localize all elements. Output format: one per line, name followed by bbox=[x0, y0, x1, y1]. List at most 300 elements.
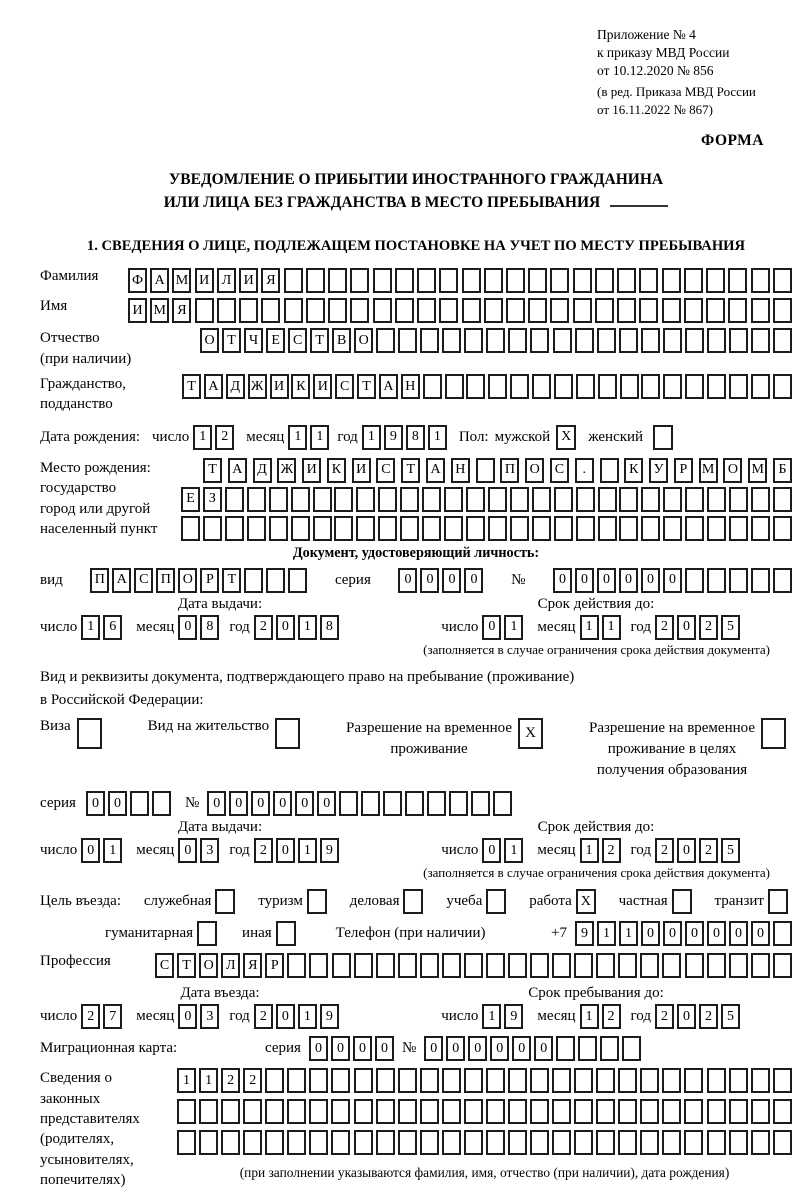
char-cell[interactable] bbox=[663, 328, 682, 353]
char-cell[interactable]: Ж bbox=[277, 458, 296, 483]
char-cell[interactable] bbox=[662, 953, 681, 978]
char-cell[interactable]: А bbox=[204, 374, 223, 399]
char-cell[interactable] bbox=[600, 1036, 619, 1061]
char-cell[interactable] bbox=[554, 516, 573, 541]
char-cell[interactable]: 2 bbox=[655, 615, 674, 640]
char-cell[interactable] bbox=[130, 791, 149, 816]
char-cell[interactable]: Т bbox=[177, 953, 196, 978]
char-cell[interactable]: З bbox=[203, 487, 222, 512]
char-cell[interactable] bbox=[422, 516, 441, 541]
char-cell[interactable] bbox=[550, 268, 569, 293]
char-cell[interactable]: 0 bbox=[86, 791, 105, 816]
char-cell[interactable]: 0 bbox=[229, 791, 248, 816]
char-cell[interactable] bbox=[309, 1099, 328, 1124]
char-cell[interactable] bbox=[685, 953, 704, 978]
char-cell[interactable] bbox=[269, 487, 288, 512]
char-cell[interactable] bbox=[313, 487, 332, 512]
char-cell[interactable] bbox=[331, 1099, 350, 1124]
char-cell[interactable] bbox=[356, 487, 375, 512]
char-cell[interactable]: 2 bbox=[602, 1004, 621, 1029]
char-cell[interactable]: 1 bbox=[288, 425, 307, 450]
purpose-transit-checkbox[interactable] bbox=[768, 889, 788, 914]
char-cell[interactable]: 8 bbox=[200, 615, 219, 640]
char-cell[interactable] bbox=[554, 487, 573, 512]
char-cell[interactable]: 0 bbox=[663, 921, 682, 946]
char-cell[interactable] bbox=[729, 328, 748, 353]
char-cell[interactable] bbox=[506, 298, 525, 323]
char-cell[interactable] bbox=[449, 791, 468, 816]
char-cell[interactable] bbox=[773, 328, 792, 353]
char-cell[interactable] bbox=[574, 1099, 593, 1124]
char-cell[interactable] bbox=[729, 953, 748, 978]
char-cell[interactable] bbox=[378, 487, 397, 512]
char-cell[interactable] bbox=[309, 953, 328, 978]
char-cell[interactable] bbox=[751, 1130, 770, 1155]
char-cell[interactable] bbox=[663, 487, 682, 512]
char-cell[interactable] bbox=[596, 1068, 615, 1093]
char-cell[interactable] bbox=[291, 516, 310, 541]
char-cell[interactable] bbox=[597, 328, 616, 353]
char-cell[interactable] bbox=[618, 1068, 637, 1093]
char-cell[interactable]: 1 bbox=[81, 615, 100, 640]
char-cell[interactable]: С bbox=[288, 328, 307, 353]
char-cell[interactable] bbox=[596, 1099, 615, 1124]
char-cell[interactable] bbox=[464, 1130, 483, 1155]
char-cell[interactable]: 2 bbox=[254, 838, 273, 863]
char-cell[interactable]: 0 bbox=[442, 568, 461, 593]
char-cell[interactable] bbox=[663, 516, 682, 541]
char-cell[interactable] bbox=[575, 328, 594, 353]
char-cell[interactable] bbox=[239, 298, 258, 323]
char-cell[interactable]: 1 bbox=[199, 1068, 218, 1093]
char-cell[interactable] bbox=[550, 298, 569, 323]
char-cell[interactable] bbox=[751, 568, 770, 593]
char-cell[interactable] bbox=[751, 374, 770, 399]
char-cell[interactable] bbox=[462, 298, 481, 323]
char-cell[interactable] bbox=[287, 953, 306, 978]
char-cell[interactable] bbox=[427, 791, 446, 816]
char-cell[interactable] bbox=[284, 268, 303, 293]
char-cell[interactable]: А bbox=[379, 374, 398, 399]
char-cell[interactable] bbox=[420, 953, 439, 978]
char-cell[interactable] bbox=[484, 268, 503, 293]
char-cell[interactable] bbox=[417, 298, 436, 323]
char-cell[interactable] bbox=[466, 487, 485, 512]
char-cell[interactable]: О bbox=[199, 953, 218, 978]
char-cell[interactable] bbox=[773, 953, 792, 978]
char-cell[interactable] bbox=[773, 1130, 792, 1155]
char-cell[interactable] bbox=[662, 1130, 681, 1155]
char-cell[interactable]: 1 bbox=[298, 838, 317, 863]
char-cell[interactable]: Ж bbox=[248, 374, 267, 399]
char-cell[interactable] bbox=[506, 268, 525, 293]
char-cell[interactable] bbox=[684, 1130, 703, 1155]
char-cell[interactable] bbox=[306, 268, 325, 293]
char-cell[interactable] bbox=[177, 1130, 196, 1155]
char-cell[interactable] bbox=[684, 1099, 703, 1124]
char-cell[interactable] bbox=[596, 1130, 615, 1155]
char-cell[interactable]: 0 bbox=[424, 1036, 443, 1061]
char-cell[interactable]: 3 bbox=[200, 838, 219, 863]
char-cell[interactable] bbox=[751, 1068, 770, 1093]
char-cell[interactable] bbox=[554, 374, 573, 399]
char-cell[interactable] bbox=[640, 1130, 659, 1155]
char-cell[interactable] bbox=[350, 298, 369, 323]
char-cell[interactable] bbox=[618, 953, 637, 978]
char-cell[interactable] bbox=[510, 516, 529, 541]
char-cell[interactable] bbox=[530, 1099, 549, 1124]
char-cell[interactable] bbox=[244, 568, 263, 593]
char-cell[interactable] bbox=[707, 374, 726, 399]
char-cell[interactable]: 0 bbox=[464, 568, 483, 593]
char-cell[interactable] bbox=[617, 268, 636, 293]
char-cell[interactable]: Р bbox=[674, 458, 693, 483]
char-cell[interactable]: 1 bbox=[193, 425, 212, 450]
char-cell[interactable] bbox=[199, 1130, 218, 1155]
char-cell[interactable]: 1 bbox=[482, 1004, 501, 1029]
char-cell[interactable] bbox=[641, 328, 660, 353]
char-cell[interactable]: 0 bbox=[482, 838, 501, 863]
char-cell[interactable] bbox=[729, 1068, 748, 1093]
char-cell[interactable]: Ч bbox=[244, 328, 263, 353]
char-cell[interactable]: 0 bbox=[178, 615, 197, 640]
char-cell[interactable] bbox=[225, 487, 244, 512]
char-cell[interactable]: 2 bbox=[655, 1004, 674, 1029]
char-cell[interactable]: 1 bbox=[177, 1068, 196, 1093]
char-cell[interactable]: . bbox=[575, 458, 594, 483]
char-cell[interactable] bbox=[773, 298, 792, 323]
char-cell[interactable]: 0 bbox=[81, 838, 100, 863]
char-cell[interactable] bbox=[493, 791, 512, 816]
char-cell[interactable] bbox=[376, 1099, 395, 1124]
char-cell[interactable]: 0 bbox=[375, 1036, 394, 1061]
residence-permit-checkbox[interactable] bbox=[275, 718, 300, 749]
char-cell[interactable]: 9 bbox=[320, 838, 339, 863]
char-cell[interactable] bbox=[221, 1130, 240, 1155]
char-cell[interactable]: И bbox=[302, 458, 321, 483]
char-cell[interactable]: 2 bbox=[254, 615, 273, 640]
char-cell[interactable] bbox=[707, 487, 726, 512]
char-cell[interactable]: М bbox=[699, 458, 718, 483]
char-cell[interactable] bbox=[707, 328, 726, 353]
char-cell[interactable]: 9 bbox=[384, 425, 403, 450]
char-cell[interactable]: 2 bbox=[243, 1068, 262, 1093]
char-cell[interactable] bbox=[247, 487, 266, 512]
char-cell[interactable] bbox=[729, 568, 748, 593]
char-cell[interactable] bbox=[510, 487, 529, 512]
char-cell[interactable]: 0 bbox=[178, 1004, 197, 1029]
char-cell[interactable] bbox=[486, 1068, 505, 1093]
char-cell[interactable] bbox=[598, 374, 617, 399]
char-cell[interactable]: Н bbox=[401, 374, 420, 399]
char-cell[interactable]: Т bbox=[203, 458, 222, 483]
char-cell[interactable]: 0 bbox=[751, 921, 770, 946]
char-cell[interactable] bbox=[376, 953, 395, 978]
char-cell[interactable] bbox=[729, 374, 748, 399]
char-cell[interactable]: Д bbox=[253, 458, 272, 483]
char-cell[interactable] bbox=[552, 1099, 571, 1124]
char-cell[interactable] bbox=[195, 298, 214, 323]
char-cell[interactable] bbox=[442, 1130, 461, 1155]
char-cell[interactable]: 0 bbox=[619, 568, 638, 593]
char-cell[interactable]: 0 bbox=[707, 921, 726, 946]
char-cell[interactable] bbox=[619, 516, 638, 541]
char-cell[interactable] bbox=[405, 791, 424, 816]
char-cell[interactable] bbox=[471, 791, 490, 816]
char-cell[interactable]: 0 bbox=[178, 838, 197, 863]
char-cell[interactable] bbox=[486, 953, 505, 978]
char-cell[interactable]: О bbox=[200, 328, 219, 353]
char-cell[interactable] bbox=[265, 1099, 284, 1124]
char-cell[interactable] bbox=[261, 298, 280, 323]
char-cell[interactable] bbox=[684, 268, 703, 293]
char-cell[interactable]: 0 bbox=[331, 1036, 350, 1061]
char-cell[interactable] bbox=[684, 1068, 703, 1093]
char-cell[interactable] bbox=[476, 458, 495, 483]
char-cell[interactable] bbox=[420, 1068, 439, 1093]
char-cell[interactable]: 0 bbox=[273, 791, 292, 816]
char-cell[interactable]: 0 bbox=[482, 615, 501, 640]
char-cell[interactable]: 2 bbox=[699, 615, 718, 640]
char-cell[interactable]: 6 bbox=[103, 615, 122, 640]
char-cell[interactable] bbox=[706, 298, 725, 323]
char-cell[interactable] bbox=[486, 1099, 505, 1124]
char-cell[interactable] bbox=[751, 516, 770, 541]
char-cell[interactable] bbox=[152, 791, 171, 816]
char-cell[interactable]: О bbox=[354, 328, 373, 353]
char-cell[interactable] bbox=[486, 1130, 505, 1155]
char-cell[interactable]: С bbox=[335, 374, 354, 399]
char-cell[interactable] bbox=[444, 516, 463, 541]
char-cell[interactable] bbox=[442, 1068, 461, 1093]
char-cell[interactable] bbox=[287, 1130, 306, 1155]
char-cell[interactable] bbox=[685, 328, 704, 353]
char-cell[interactable]: 0 bbox=[295, 791, 314, 816]
char-cell[interactable] bbox=[707, 568, 726, 593]
char-cell[interactable] bbox=[373, 298, 392, 323]
char-cell[interactable] bbox=[395, 298, 414, 323]
char-cell[interactable] bbox=[466, 516, 485, 541]
char-cell[interactable] bbox=[442, 1099, 461, 1124]
char-cell[interactable] bbox=[663, 374, 682, 399]
char-cell[interactable] bbox=[530, 1068, 549, 1093]
char-cell[interactable] bbox=[383, 791, 402, 816]
char-cell[interactable] bbox=[751, 268, 770, 293]
char-cell[interactable]: 0 bbox=[317, 791, 336, 816]
char-cell[interactable] bbox=[576, 516, 595, 541]
char-cell[interactable]: 2 bbox=[215, 425, 234, 450]
char-cell[interactable] bbox=[618, 1099, 637, 1124]
char-cell[interactable] bbox=[685, 568, 704, 593]
char-cell[interactable]: 0 bbox=[108, 791, 127, 816]
char-cell[interactable]: К bbox=[291, 374, 310, 399]
char-cell[interactable] bbox=[530, 953, 549, 978]
purpose-study-checkbox[interactable] bbox=[486, 889, 506, 914]
char-cell[interactable]: 0 bbox=[512, 1036, 531, 1061]
char-cell[interactable]: И bbox=[128, 298, 147, 323]
char-cell[interactable] bbox=[266, 568, 285, 593]
char-cell[interactable] bbox=[729, 487, 748, 512]
char-cell[interactable] bbox=[617, 298, 636, 323]
purpose-tourism-checkbox[interactable] bbox=[307, 889, 327, 914]
char-cell[interactable]: Т bbox=[310, 328, 329, 353]
char-cell[interactable] bbox=[420, 1130, 439, 1155]
char-cell[interactable]: 0 bbox=[276, 1004, 295, 1029]
char-cell[interactable] bbox=[354, 1068, 373, 1093]
char-cell[interactable]: 0 bbox=[685, 921, 704, 946]
char-cell[interactable] bbox=[552, 1068, 571, 1093]
char-cell[interactable] bbox=[313, 516, 332, 541]
char-cell[interactable]: О bbox=[525, 458, 544, 483]
char-cell[interactable] bbox=[442, 328, 461, 353]
char-cell[interactable] bbox=[707, 953, 726, 978]
char-cell[interactable] bbox=[177, 1099, 196, 1124]
char-cell[interactable]: 5 bbox=[721, 1004, 740, 1029]
char-cell[interactable] bbox=[619, 328, 638, 353]
char-cell[interactable]: 9 bbox=[575, 921, 594, 946]
char-cell[interactable] bbox=[707, 1130, 726, 1155]
char-cell[interactable] bbox=[354, 953, 373, 978]
char-cell[interactable] bbox=[662, 1068, 681, 1093]
char-cell[interactable]: 0 bbox=[446, 1036, 465, 1061]
char-cell[interactable]: А bbox=[150, 268, 169, 293]
char-cell[interactable]: 1 bbox=[298, 1004, 317, 1029]
char-cell[interactable]: И bbox=[270, 374, 289, 399]
char-cell[interactable] bbox=[309, 1068, 328, 1093]
char-cell[interactable]: Р bbox=[200, 568, 219, 593]
char-cell[interactable] bbox=[728, 268, 747, 293]
char-cell[interactable] bbox=[350, 268, 369, 293]
temp-residence-edu-checkbox[interactable] bbox=[761, 718, 786, 749]
char-cell[interactable] bbox=[243, 1130, 262, 1155]
char-cell[interactable]: 0 bbox=[663, 568, 682, 593]
char-cell[interactable]: Я bbox=[243, 953, 262, 978]
char-cell[interactable]: 2 bbox=[254, 1004, 273, 1029]
char-cell[interactable]: 0 bbox=[468, 1036, 487, 1061]
char-cell[interactable]: 0 bbox=[309, 1036, 328, 1061]
char-cell[interactable] bbox=[287, 1099, 306, 1124]
char-cell[interactable]: 0 bbox=[553, 568, 572, 593]
char-cell[interactable] bbox=[639, 298, 658, 323]
char-cell[interactable] bbox=[334, 516, 353, 541]
char-cell[interactable] bbox=[328, 298, 347, 323]
char-cell[interactable]: М bbox=[172, 268, 191, 293]
char-cell[interactable]: 0 bbox=[575, 568, 594, 593]
char-cell[interactable] bbox=[508, 1068, 527, 1093]
char-cell[interactable] bbox=[576, 374, 595, 399]
char-cell[interactable]: 0 bbox=[534, 1036, 553, 1061]
char-cell[interactable] bbox=[595, 268, 614, 293]
char-cell[interactable]: 1 bbox=[310, 425, 329, 450]
char-cell[interactable] bbox=[420, 1099, 439, 1124]
char-cell[interactable] bbox=[422, 487, 441, 512]
char-cell[interactable]: А bbox=[426, 458, 445, 483]
char-cell[interactable] bbox=[331, 1130, 350, 1155]
char-cell[interactable] bbox=[484, 298, 503, 323]
char-cell[interactable]: И bbox=[195, 268, 214, 293]
char-cell[interactable] bbox=[685, 374, 704, 399]
char-cell[interactable] bbox=[598, 487, 617, 512]
char-cell[interactable]: 2 bbox=[81, 1004, 100, 1029]
char-cell[interactable] bbox=[444, 487, 463, 512]
char-cell[interactable]: 1 bbox=[619, 921, 638, 946]
char-cell[interactable] bbox=[373, 268, 392, 293]
char-cell[interactable] bbox=[641, 516, 660, 541]
char-cell[interactable]: 0 bbox=[276, 615, 295, 640]
char-cell[interactable] bbox=[439, 298, 458, 323]
char-cell[interactable] bbox=[328, 268, 347, 293]
char-cell[interactable] bbox=[532, 516, 551, 541]
char-cell[interactable] bbox=[619, 487, 638, 512]
char-cell[interactable] bbox=[662, 268, 681, 293]
char-cell[interactable]: 0 bbox=[353, 1036, 372, 1061]
char-cell[interactable] bbox=[354, 1099, 373, 1124]
char-cell[interactable]: К bbox=[327, 458, 346, 483]
char-cell[interactable]: 1 bbox=[103, 838, 122, 863]
char-cell[interactable] bbox=[556, 1036, 575, 1061]
char-cell[interactable] bbox=[291, 487, 310, 512]
purpose-work-checkbox[interactable]: X bbox=[576, 889, 596, 914]
char-cell[interactable]: 0 bbox=[207, 791, 226, 816]
char-cell[interactable]: У bbox=[649, 458, 668, 483]
char-cell[interactable] bbox=[729, 1130, 748, 1155]
char-cell[interactable]: 1 bbox=[597, 921, 616, 946]
char-cell[interactable]: 0 bbox=[597, 568, 616, 593]
char-cell[interactable] bbox=[508, 328, 527, 353]
char-cell[interactable] bbox=[573, 268, 592, 293]
char-cell[interactable] bbox=[354, 1130, 373, 1155]
char-cell[interactable] bbox=[618, 1130, 637, 1155]
char-cell[interactable] bbox=[751, 487, 770, 512]
char-cell[interactable] bbox=[530, 1130, 549, 1155]
char-cell[interactable]: 0 bbox=[398, 568, 417, 593]
char-cell[interactable] bbox=[398, 1099, 417, 1124]
char-cell[interactable]: Е bbox=[181, 487, 200, 512]
char-cell[interactable] bbox=[532, 374, 551, 399]
char-cell[interactable]: Р bbox=[265, 953, 284, 978]
char-cell[interactable]: 9 bbox=[504, 1004, 523, 1029]
char-cell[interactable]: П bbox=[500, 458, 519, 483]
char-cell[interactable] bbox=[486, 328, 505, 353]
char-cell[interactable]: Л bbox=[217, 268, 236, 293]
char-cell[interactable]: 5 bbox=[721, 838, 740, 863]
char-cell[interactable] bbox=[640, 953, 659, 978]
purpose-business-checkbox[interactable] bbox=[403, 889, 423, 914]
char-cell[interactable] bbox=[508, 1099, 527, 1124]
char-cell[interactable]: К bbox=[624, 458, 643, 483]
char-cell[interactable]: Л bbox=[221, 953, 240, 978]
char-cell[interactable] bbox=[574, 953, 593, 978]
char-cell[interactable] bbox=[528, 298, 547, 323]
char-cell[interactable] bbox=[398, 953, 417, 978]
char-cell[interactable] bbox=[376, 1130, 395, 1155]
char-cell[interactable] bbox=[574, 1130, 593, 1155]
char-cell[interactable] bbox=[199, 1099, 218, 1124]
char-cell[interactable] bbox=[639, 268, 658, 293]
char-cell[interactable] bbox=[685, 487, 704, 512]
char-cell[interactable]: Я bbox=[172, 298, 191, 323]
char-cell[interactable] bbox=[596, 953, 615, 978]
char-cell[interactable]: Т bbox=[222, 328, 241, 353]
char-cell[interactable] bbox=[398, 1068, 417, 1093]
char-cell[interactable]: 0 bbox=[641, 921, 660, 946]
char-cell[interactable] bbox=[400, 487, 419, 512]
char-cell[interactable]: 2 bbox=[602, 838, 621, 863]
char-cell[interactable] bbox=[488, 374, 507, 399]
char-cell[interactable] bbox=[728, 298, 747, 323]
char-cell[interactable] bbox=[600, 458, 619, 483]
char-cell[interactable] bbox=[751, 1099, 770, 1124]
